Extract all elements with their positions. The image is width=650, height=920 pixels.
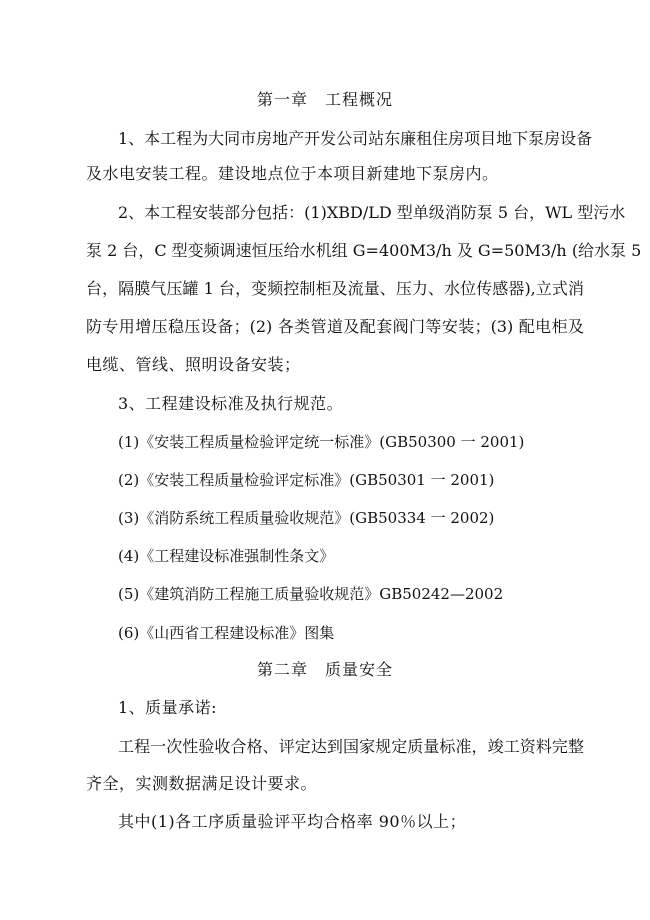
commitment-line-1: 工程一次性验收合格、评定达到国家规定质量标准，竣工资料完整 [118, 737, 584, 756]
standard-item-5: (5)《建筑消防工程施工质量验收规范》GB50242—2002 [118, 585, 504, 603]
chapter1-item3-title: 3、工程建设标准及执行规范。 [118, 394, 344, 413]
chapter1-item1-line2: 及水电安装工程。建设地点位于本项目新建地下泵房内。 [86, 164, 499, 183]
standard-item-3: (3)《消防系统工程质量验收规范》(GB50334 一 2002) [118, 509, 495, 527]
standard-item-2: (2)《安装工程质量检验评定标准》(GB50301 一 2001) [118, 471, 495, 489]
detail-line: 其中(1)各工序质量验评平均合格率 90％以上； [118, 812, 467, 831]
chapter1-item2-line1: 2、本工程安装部分包括：(1)XBD/LD 型单级消防泵 5 台，WL 型污水 [118, 203, 626, 222]
chapter1-item2-line3: 台，隔膜气压罐 1 台，变频控制柜及流量、压力、水位传感器),立式消 [86, 279, 584, 298]
chapter1-item2-line2: 泵 2 台，C 型变频调速恒压给水机组 G=400M3/h 及 G=50M3/h (给水泵 5 [86, 241, 642, 260]
standard-item-6: (6)《山西省工程建设标准》图集 [118, 624, 335, 642]
chapter1-item1-line1: 1、本工程为大同市房地产开发公司站东廉租住房项目地下泵房设备 [118, 129, 593, 148]
standard-item-1: (1)《安装工程质量检验评定统一标准》(GB50300 一 2001) [118, 433, 525, 451]
standard-item-4: (4)《工程建设标准强制性条文》 [118, 547, 335, 565]
chapter2-item1-title: 1、质量承诺: [118, 698, 218, 717]
chapter1-item2-line5: 电缆、管线、照明设备安装； [86, 355, 301, 374]
chapter1-item2-line4: 防专用增压稳压设备；(2) 各类管道及配套阀门等安装；(3) 配电柜及 [86, 317, 584, 336]
commitment-line-2: 齐全，实测数据满足设计要求。 [86, 774, 318, 793]
chapter1-title: 第一章 工程概况 [256, 90, 393, 109]
chapter2-title: 第二章 质量安全 [256, 660, 393, 679]
